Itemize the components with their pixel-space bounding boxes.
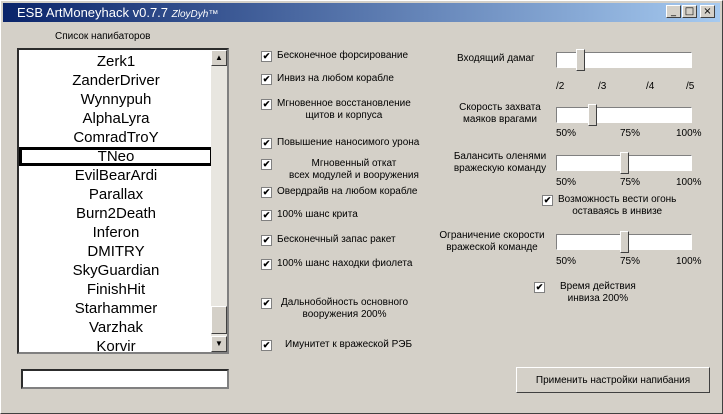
list-item[interactable]: ComradTroY [73,129,159,146]
overdrive-checkbox[interactable] [261,186,418,198]
enemy-speed-limit-thumb[interactable] [620,231,629,253]
list-item[interactable]: DMITRY [87,243,145,260]
checkbox-box[interactable]: ✔ [262,51,271,61]
instant-restore-checkbox[interactable] [261,98,411,122]
tick-label: 75% [620,177,641,188]
incoming-damage-ticks [556,81,698,93]
checkbox-box[interactable]: ✔ [262,210,271,220]
minimize-button[interactable]: _ [666,5,681,18]
checkbox-box[interactable]: ✔ [262,259,271,269]
tick-label: 100% [676,256,702,267]
list-item[interactable]: AlphaLyra [82,110,150,127]
list-item[interactable]: FinishHit [86,281,146,298]
tick-label: /2 [556,81,565,92]
instant-cooldown-label: Мгновенный откат всех модулей и вооружения [289,158,419,181]
checkbox-box[interactable]: ✔ [262,74,271,84]
checkbox-box[interactable]: ✔ [262,298,271,308]
capture-speed-slider[interactable] [556,107,692,123]
tick-label: /4 [646,81,655,92]
balance-deer-ticks [556,177,704,189]
tick-label: 100% [676,177,702,188]
tick-label: 75% [620,256,641,267]
list-item[interactable]: ZanderDriver [72,72,160,89]
tick-label: 50% [556,177,577,188]
list-item[interactable]: Burn2Death [75,205,157,222]
invis-time-checkbox[interactable] [534,281,636,305]
tick-label: 75% [620,128,641,139]
tick-label: 50% [556,128,577,139]
capture-speed-label: Скорость захвата маяков врагами [459,102,541,125]
reb-immunity-label: Имунитет к вражеской РЭБ [285,339,413,350]
tick-label: /3 [598,81,607,92]
tick-label: 100% [676,128,702,139]
infinite-rockets-label: Бесконечный запас ракет [277,234,396,245]
tick-label: /5 [686,81,695,92]
list-item[interactable]: Starhammer [74,300,158,317]
infinite-boost-label: Бесконечное форсирование [277,50,409,61]
close-button[interactable]: × [700,5,715,18]
range-200-label: Дальнобойность основного вооружения 200% [281,297,409,320]
player-list-items [19,52,213,354]
checkbox-box[interactable]: ✔ [535,282,544,292]
capture-speed-thumb[interactable] [588,104,597,126]
infinite-boost-checkbox[interactable] [261,50,408,62]
incoming-damage-slider[interactable] [556,52,692,68]
player-list[interactable] [17,48,229,354]
fire-in-invis-checkbox[interactable] [542,194,676,218]
title-bar[interactable] [3,3,720,22]
list-item[interactable]: Parallax [88,186,144,203]
invis-any-ship-label: Инвиз на любом корабле [277,73,394,84]
checkbox-box[interactable]: ✔ [262,138,271,148]
scroll-up-button[interactable]: ▲ [211,50,227,66]
instant-restore-label: Мгновенное восстановление щитов и корпуса [277,98,411,121]
violet-100-checkbox[interactable] [261,258,412,270]
window-title: ESB ArtMoneyhack v0.7.7 ZloyDyh™ [17,5,219,20]
list-item[interactable]: EvilBearArdi [74,167,158,184]
balance-deer-slider[interactable] [556,155,692,171]
apply-settings-button[interactable]: Применить настройки напибания [516,367,710,393]
list-item[interactable]: TNeo [19,147,213,166]
incoming-damage-label: Входящий дамаг [457,53,535,64]
crit-100-label: 100% шанс крита [277,209,358,220]
scroll-down-button[interactable]: ▼ [211,336,227,352]
enemy-speed-limit-ticks [556,256,704,268]
list-item[interactable]: Wynnypuh [80,91,152,108]
infinite-rockets-checkbox[interactable] [261,234,396,246]
violet-100-label: 100% шанс находки фиолета [277,258,413,269]
checkbox-box[interactable]: ✔ [262,187,271,197]
list-item[interactable]: Varzhak [89,319,143,336]
list-item[interactable]: Inferon [92,224,140,241]
instant-cooldown-checkbox[interactable] [261,158,419,182]
enemy-speed-limit-label: Ограничение скорости вражеской команде [439,230,545,253]
balance-deer-label: Балансить оленями вражескую команду [453,151,547,174]
reb-immunity-checkbox[interactable] [261,339,412,351]
invis-time-label: Время действия инвиза 200% [560,281,636,304]
fire-in-invis-label: Возможность вести огонь оставаясь в инвизе [558,194,677,217]
checkbox-box[interactable]: ✔ [543,195,552,205]
list-item[interactable]: Zerk1 [96,53,136,70]
capture-speed-ticks [556,128,704,140]
tick-label: 50% [556,256,577,267]
list-caption: Список напибаторов [55,31,151,42]
incoming-damage-thumb[interactable] [576,49,585,71]
checkbox-box[interactable]: ✔ [262,99,271,109]
damage-up-label: Повышение наносимого урона [277,137,420,148]
overdrive-label: Овердрайв на любом корабле [277,186,418,197]
list-item[interactable]: SkyGuardian [72,262,160,279]
range-200-checkbox[interactable] [261,297,408,321]
invis-any-ship-checkbox[interactable] [261,73,394,85]
maximize-button[interactable]: □ [682,5,697,18]
list-scrollbar[interactable] [211,50,227,352]
list-item[interactable]: Korvir [96,338,136,354]
checkbox-box[interactable]: ✔ [262,340,271,350]
balance-deer-thumb[interactable] [620,152,629,174]
damage-up-checkbox[interactable] [261,137,419,149]
checkbox-box[interactable]: ✔ [262,235,271,245]
scroll-thumb[interactable] [211,306,227,334]
filter-input[interactable] [21,369,229,389]
checkbox-box[interactable]: ✔ [262,159,271,169]
enemy-speed-limit-slider[interactable] [556,234,692,250]
crit-100-checkbox[interactable] [261,209,358,221]
